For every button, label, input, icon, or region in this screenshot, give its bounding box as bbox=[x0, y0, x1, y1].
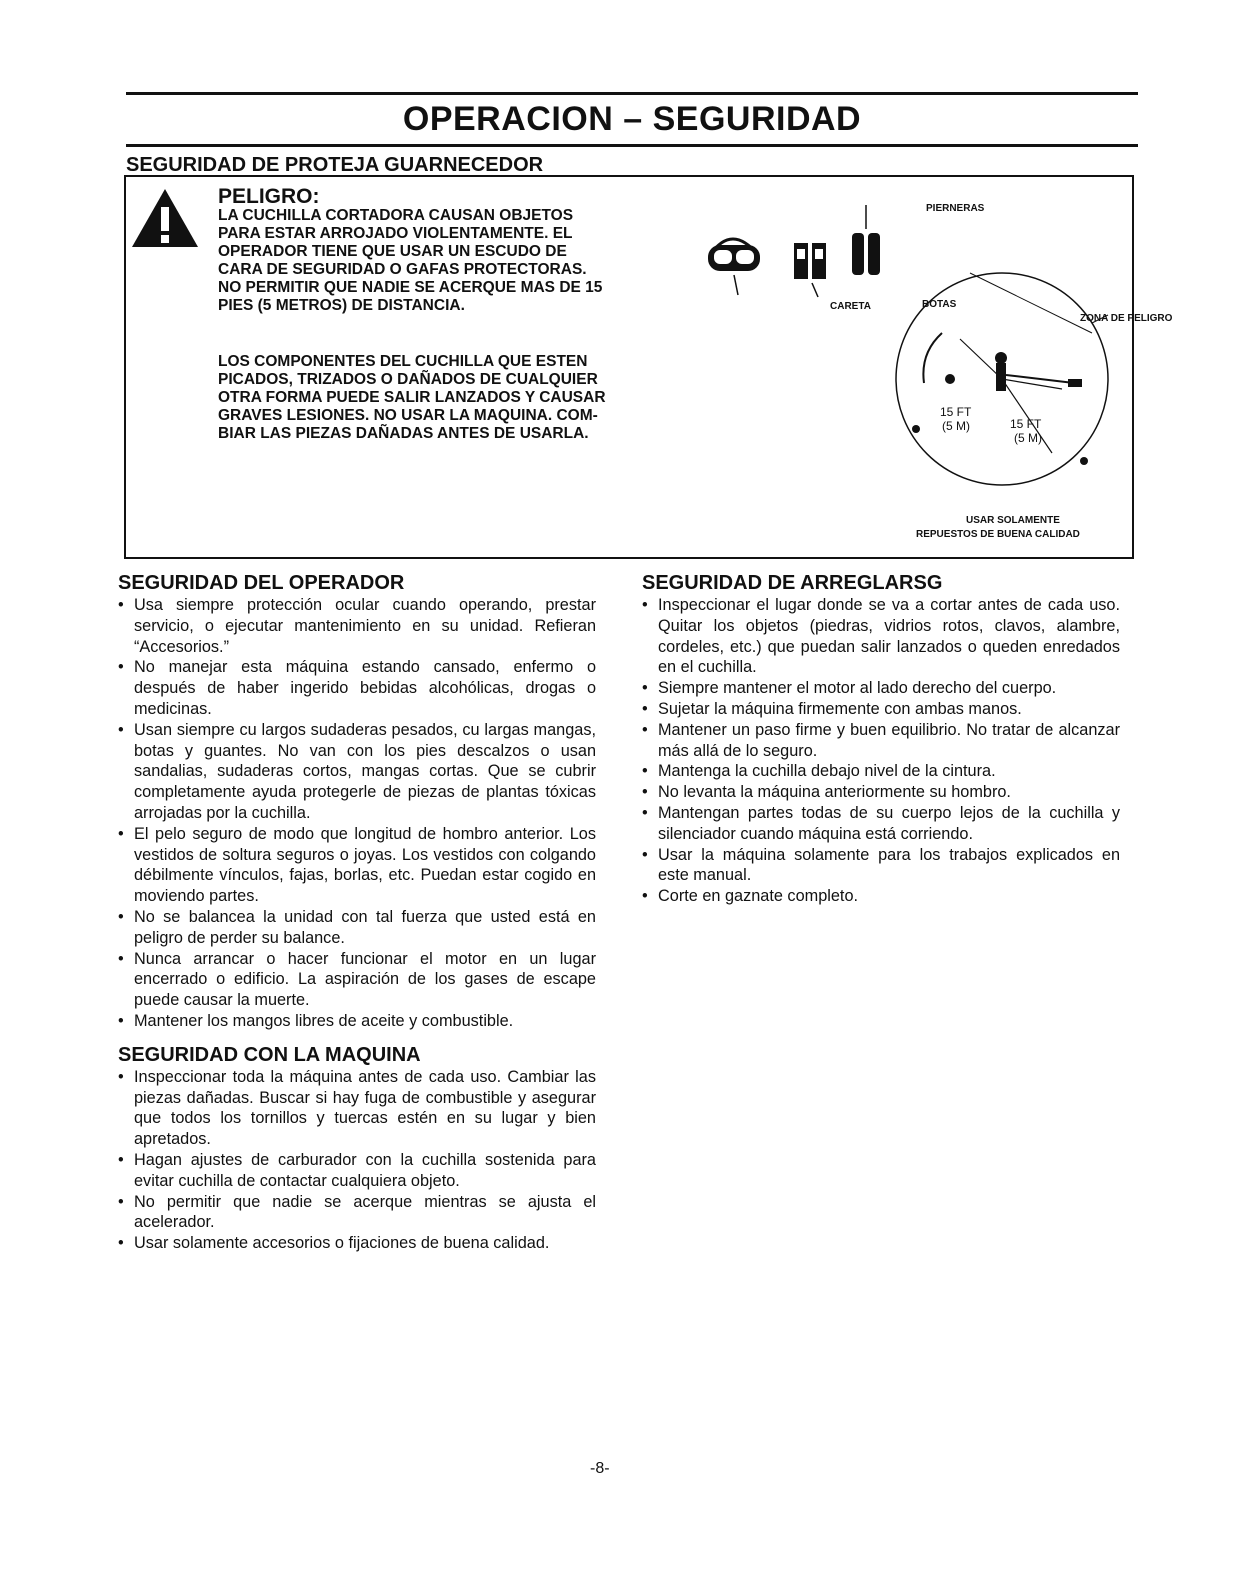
list-item: • Usa siempre protección ocular cuando operando, prestar servicio, o ejecutar mantenimiento en su unidad. Refieran “Accesorios.” bbox=[116, 595, 596, 657]
list-item: • Usan siempre cu largos sudaderas pesados, cu largas mangas, botas y guantes. No van con los pies descalzos o usan sandalias, sudaderas cortos, mangas cortas. Que se cubrir completamente ayuda protegerle de piezas de plantas tóxicas arrojadas por la cuchilla. bbox=[116, 720, 596, 824]
maquina-list bbox=[116, 1067, 596, 1254]
warning-triangle-icon bbox=[130, 187, 200, 249]
list-item: • Siempre mantener el motor al lado derecho del cuerpo. bbox=[640, 678, 1120, 699]
goggles-icon bbox=[708, 239, 760, 271]
operador-list bbox=[116, 595, 596, 1032]
danger-title: PELIGRO: bbox=[218, 185, 320, 208]
label-zona: ZONA DE PELIGRO bbox=[1080, 313, 1173, 324]
label-usar2: REPUESTOS DE BUENA CALIDAD bbox=[916, 529, 1080, 540]
label-piernenas: PIERNERAS bbox=[926, 203, 985, 214]
list-item: • Mantenga la cuchilla debajo nivel de la cintura. bbox=[640, 761, 1120, 782]
list-item: • Usar solamente accesorios o fijaciones de buena calidad. bbox=[116, 1233, 596, 1254]
list-item: • Mantener los mangos libres de aceite y combustible. bbox=[116, 1011, 596, 1032]
list-item: • Sujetar la máquina firmemente con ambas manos. bbox=[640, 699, 1120, 720]
label-dist1m: (5 M) bbox=[942, 419, 970, 433]
boots-icon bbox=[794, 243, 826, 279]
label-dist1: 15 FT bbox=[940, 405, 972, 419]
list-item: • Mantener un paso firme y buen equilibrio. No tratar de alcanzar más allá de lo seguro. bbox=[640, 720, 1120, 762]
danger-text-block-1: LA CUCHILLA CORTADORA CAUSAN OBJETOS PARA ESTAR ARROJADO VIOLENTAMENTE. EL OPERADOR TIENE QUE USAR UN ESCUDO DE CARA DE SEGURIDAD O GAFAS PROTECTORAS. NO PERMITIR QUE NADIE SE ACERQUE MAS DE 15 PIES (5 METROS) DE DISTANCIA. bbox=[218, 207, 603, 314]
danger-text-block-2: LOS COMPONENTES DEL CUCHILLA QUE ESTEN PICADOS, TRIZADOS O DAÑADOS DE CUALQUIER OTRA FORMA PUEDE SALIR LANZADOS Y CAUSAR GRAVES LESIONES. NO USAR LA MAQUINA. COM- BIAR LAS PIEZAS DAÑADAS ANTES DE USARLA. bbox=[218, 353, 606, 442]
box-heading: SEGURIDAD DE PROTEJA GUARNECEDOR bbox=[126, 154, 544, 176]
list-item: • No levanta la máquina anteriormente su hombro. bbox=[640, 782, 1120, 803]
page-number: -8- bbox=[590, 1460, 610, 1477]
left-column bbox=[116, 572, 596, 1254]
list-item: • Corte en gaznate completo. bbox=[640, 886, 1120, 907]
list-item: • Nunca arrancar o hacer funcionar el motor en un lugar encerrado o edificio. La aspiración de los gases de escape puede causar la muerte. bbox=[116, 949, 596, 1011]
arreglar-list bbox=[640, 595, 1120, 907]
list-item: • No permitir que nadie se acerque mientras se ajusta el acelerador. bbox=[116, 1192, 596, 1234]
safety-diagram bbox=[702, 183, 1173, 553]
arreglar-heading: SEGURIDAD DE ARREGLARSG bbox=[642, 572, 943, 594]
label-botas: BOTAS bbox=[922, 299, 957, 310]
list-item: • Mantengan partes todas de su cuerpo lejos de la cuchilla y silenciador cuando máquina está corriendo. bbox=[640, 803, 1120, 845]
label-dist2: 15 FT bbox=[1010, 417, 1042, 431]
label-usar1: USAR SOLAMENTE bbox=[966, 515, 1060, 526]
list-item: • Inspeccionar el lugar donde se va a cortar antes de cada uso. Quitar los objetos (piedras, vidrios rotos, clavos, alambre, cordeles, etc.) que puedan salir lanzados o queden enredados en el cuchilla. bbox=[640, 595, 1120, 678]
list-item: • No manejar esta máquina estando cansado, enfermo o después de haber ingerido bebidas alcohólicas, drogas o medicinas. bbox=[116, 657, 596, 719]
page-title: OPERACION – SEGURIDAD bbox=[402, 100, 862, 138]
list-item: • No se balancea la unidad con tal fuerza que usted está en peligro de perder su balance. bbox=[116, 907, 596, 949]
label-dist2m: (5 M) bbox=[1014, 431, 1042, 445]
operador-heading: SEGURIDAD DEL OPERADOR bbox=[118, 572, 405, 594]
list-item: • Hagan ajustes de carburador con la cuchilla sostenida para evitar cuchilla de contactar cualquiera objeto. bbox=[116, 1150, 596, 1192]
list-item: • El pelo seguro de modo que longitud de hombro anterior. Los vestidos de soltura seguros o joyas. Los vestidos con colgando débilmente vínculos, fajas, borlas, etc. Puedan estar cogido en moviendo partes. bbox=[116, 824, 596, 907]
right-column bbox=[640, 572, 1120, 907]
label-careta: CARETA bbox=[830, 301, 871, 312]
danger-box bbox=[124, 175, 1173, 559]
leg-guards-icon bbox=[852, 205, 880, 275]
top-rule bbox=[126, 92, 1138, 95]
list-item: • Inspeccionar toda la máquina antes de cada uso. Cambiar las piezas dañadas. Buscar si hay fuga de combustible y asegurar que todos los tornillos y tuercas estén en su lugar y bien apretados. bbox=[116, 1067, 596, 1150]
list-item: • Usar la máquina solamente para los trabajos explicados en este manual. bbox=[640, 845, 1120, 887]
title-rule bbox=[126, 144, 1138, 147]
maquina-heading: SEGURIDAD CON LA MAQUINA bbox=[118, 1043, 421, 1066]
